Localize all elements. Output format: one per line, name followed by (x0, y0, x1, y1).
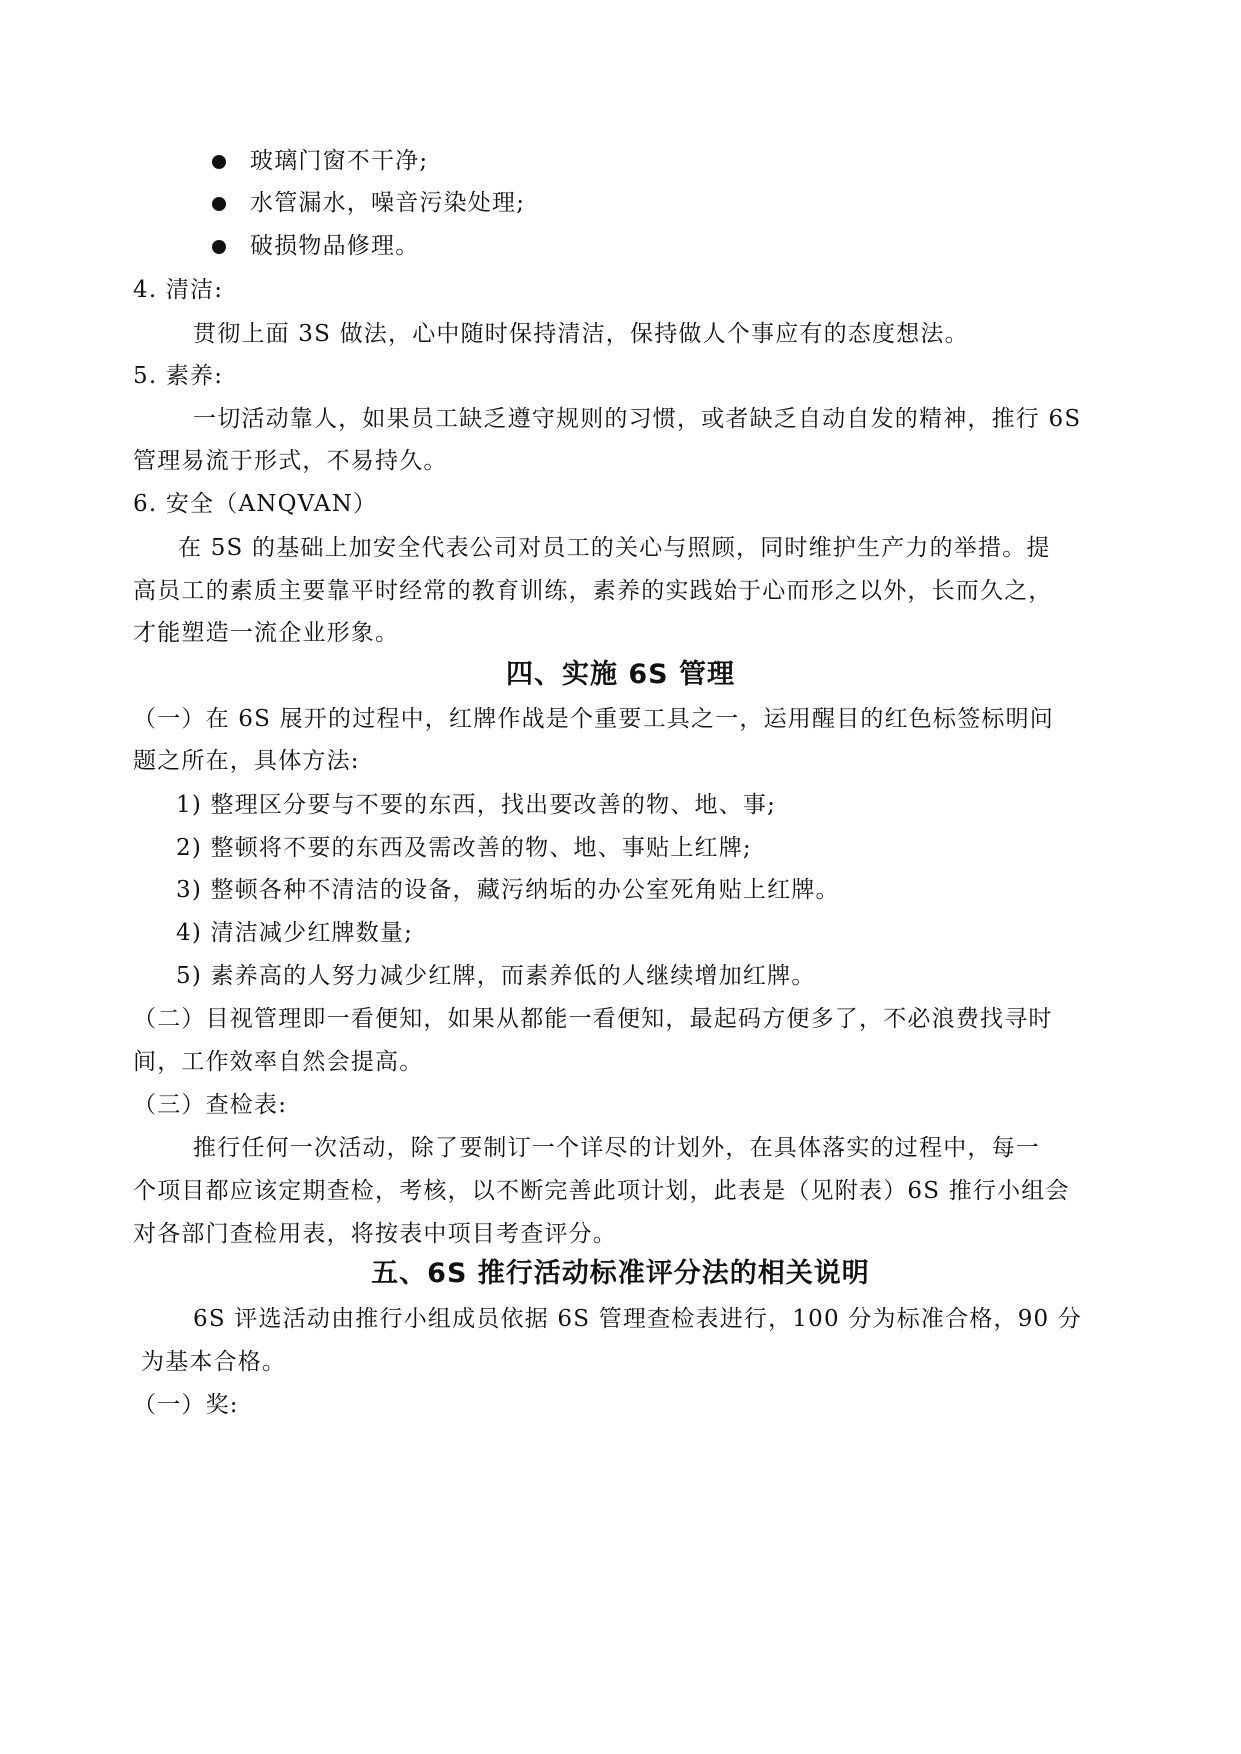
item-4-body: 贯彻上面 3S 做法，心中随时保持清洁，保持做人个事应有的态度想法。 (193, 321, 969, 347)
item-5-body-line: 管理易流于形式，不易持久。 (133, 448, 448, 474)
section-5-intro-line: 6S 评选活动由推行小组成员依据 6S 管理查检表进行，100 分为标准合格，90 分 (193, 1306, 1083, 1332)
item-5-title: 5. 素养: (133, 363, 224, 389)
section-5-part1-title: （一）奖: (133, 1392, 239, 1418)
bullet-icon (212, 240, 226, 254)
bullet-item: 玻璃门窗不干净; (250, 148, 429, 174)
item-6-title: 6. 安全（ANQVAN） (133, 491, 378, 517)
section-4-part3-line: 推行任何一次活动，除了要制订一个详尽的计划外，在具体落实的过程中，每一 (193, 1135, 1040, 1161)
bullet-item: 破损物品修理。 (250, 233, 420, 259)
bullet-icon (212, 155, 226, 169)
section-4-part2-line: （二）目视管理即一看便知，如果从都能一看便知，最起码方便多了，不必浪费找寻时 (133, 1006, 1053, 1032)
section-4-heading: 四、实施 6S 管理 (505, 659, 736, 690)
section-4-step: 5) 素养高的人努力减少红牌，而素养低的人继续增加红牌。 (176, 963, 816, 989)
section-4-step: 1) 整理区分要与不要的东西，找出要改善的物、地、事; (176, 792, 777, 818)
item-6-body-line: 才能塑造一流企业形象。 (133, 620, 400, 646)
section-4-step: 3) 整顿各种不清洁的设备，藏污纳垢的办公室死角贴上红牌。 (176, 877, 840, 903)
item-6-body-line: 在 5S 的基础上加安全代表公司对员工的关心与照顾，同时维护生产力的举措。提 (178, 535, 1051, 561)
section-4-part3-line: 个项目都应该定期查检，考核，以不断完善此项计划，此表是（见附表）6S 推行小组会 (133, 1178, 1070, 1204)
section-5-intro-line: 为基本合格。 (141, 1349, 287, 1375)
item-5-body-line: 一切活动靠人，如果员工缺乏遵守规则的习惯，或者缺乏自动自发的精神，推行 6S (193, 406, 1082, 432)
section-4-step: 2) 整顿将不要的东西及需改善的物、地、事贴上红牌; (176, 835, 752, 861)
section-4-step: 4) 清洁减少红牌数量; (176, 920, 414, 946)
section-4-part1-line: （一）在 6S 展开的过程中，红牌作战是个重要工具之一，运用醒目的红色标签标明问 (133, 706, 1055, 732)
item-4-title: 4. 清洁: (133, 277, 224, 303)
bullet-item: 水管漏水，噪音污染处理; (250, 190, 526, 216)
section-4-part1-line: 题之所在，具体方法: (133, 748, 360, 774)
section-4-part3-line: 对各部门查检用表，将按表中项目考查评分。 (133, 1221, 617, 1247)
item-6-body-line: 高员工的素质主要靠平时经常的教育训练，素养的实践始于心而形之以外，长而久之， (133, 578, 1053, 604)
section-4-part3-title: （三）查检表: (133, 1092, 288, 1118)
bullet-icon (212, 197, 226, 211)
section-4-part2-line: 间，工作效率自然会提高。 (133, 1049, 424, 1075)
section-5-heading: 五、6S 推行活动标准评分法的相关说明 (371, 1258, 870, 1289)
